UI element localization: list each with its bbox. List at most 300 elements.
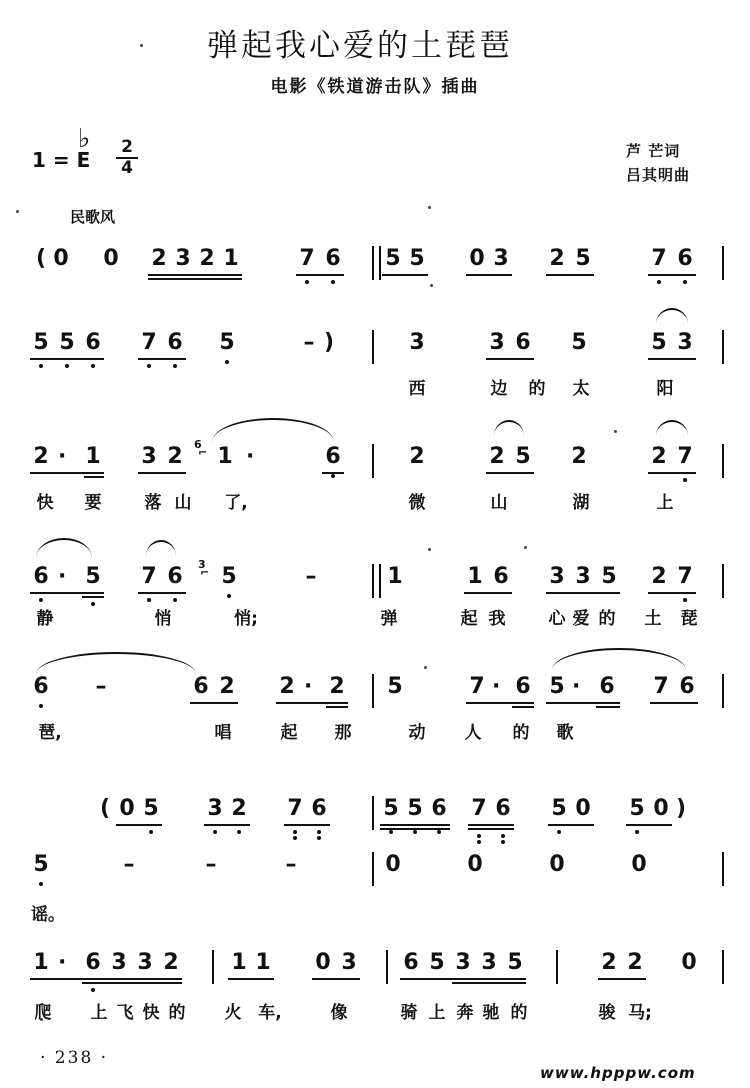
score-note: 5 [140,796,162,821]
score-symbol: · [246,444,255,469]
lyric-char: 爬 [34,1003,52,1023]
lyric-char: 奔 [456,1003,474,1023]
score-note: 6 [30,564,52,589]
lyric-char: 静 [36,609,54,629]
score-note: 2 [601,950,617,975]
octave-dot [635,830,639,834]
score-note: 2 [279,674,295,699]
rhythm-underline [546,592,620,594]
score-note: 6 [308,796,330,821]
score-note: 3 [677,330,693,355]
lyric-line-3 [0,488,750,518]
octave-dot [39,704,43,708]
lyric-char: 微 [408,493,426,513]
score-note: 1 [467,564,483,589]
octave-dot [501,834,505,838]
score-note: 6 [492,796,514,821]
score-note: 5 [82,564,104,589]
lyric-char: 那 [334,723,352,743]
octave-dot [683,598,687,602]
lyric-char: 土 [644,609,662,629]
style-marking: 民歌风 [70,208,116,226]
score-note: 7 [469,674,485,699]
score-note: 2 [489,444,505,469]
score-note: 3 [489,330,505,355]
octave-dot [657,280,661,284]
scan-speck [16,210,19,213]
score-note: 6 [599,674,615,699]
rhythm-underline [650,702,698,704]
score-note: – [95,674,107,699]
score-symbol: · [572,674,581,699]
lyric-char: 马; [628,1003,652,1023]
octave-dot [501,840,505,844]
rhythm-underline [204,824,250,826]
score-note: 0 [549,852,565,877]
slur-arc [146,540,176,556]
lyric-char: 湖 [572,493,590,513]
lyric-char: 琶, [38,723,62,743]
score-note: 7 [468,796,490,821]
score-note: 5 [387,674,403,699]
lyricist-credit: 芦 芒词 [626,142,681,160]
score-note: 5 [404,796,426,821]
score-note: 1 [255,950,271,975]
score-note: – [123,852,135,877]
octave-dot [477,834,481,838]
score-note: 7 [138,564,160,589]
score-note: 2 [571,444,587,469]
lyric-char: 上 [656,493,674,513]
rhythm-underline [116,824,162,826]
rhythm-underline [486,358,534,360]
watermark-url: www.hpppw.com [540,1064,696,1082]
score-note: 2 [651,444,667,469]
scan-speck [428,206,431,209]
score-note: 1 [223,246,239,271]
rhythm-underline [464,592,512,594]
score-note: 0 [653,796,669,821]
score-note: 3 [111,950,127,975]
lyric-char: 快 [36,493,54,513]
lyric-char: 了, [224,493,248,513]
time-signature-bottom: 4 [121,158,133,178]
rhythm-underline [228,978,274,980]
bar-line [722,564,724,598]
lyric-char: 心 [548,609,566,629]
octave-dot [147,364,151,368]
lyric-char: 快 [142,1003,160,1023]
score-note: 5 [380,796,402,821]
lyric-char: 骏 [598,1003,616,1023]
lyric-char: 的 [510,1003,528,1023]
octave-dot [237,830,241,834]
bar-line [722,950,724,984]
scan-speck [140,44,143,47]
lyric-char: 上 [90,1003,108,1023]
rhythm-underline [648,472,696,474]
score-note: 6 [493,564,509,589]
score-note: 2 [627,950,643,975]
score-note: 5 [56,330,78,355]
bar-line [372,674,374,708]
score-note: 0 [385,852,401,877]
slur-arc [656,308,688,324]
score-note: 7 [653,674,669,699]
score-note: 6 [403,950,419,975]
lyric-char: 山 [490,493,508,513]
score-note: 5 [626,796,648,821]
octave-dot [225,360,229,364]
score-note: 2 [228,796,250,821]
slur-arc [36,652,196,674]
lyric-char: 悄; [234,609,258,629]
lyric-char: 起 [280,723,298,743]
bar-line [372,330,374,364]
rhythm-underline [596,706,620,708]
score-note: 6 [322,444,344,469]
octave-dot [227,594,231,598]
score-note: 2 [151,246,167,271]
octave-dot [317,830,321,834]
score-note: 3 [137,950,153,975]
score-note: 1 [217,444,233,469]
score-symbol: ( [100,796,111,821]
rhythm-underline [138,358,186,360]
octave-dot [91,364,95,368]
score-note: 5 [218,564,240,589]
bar-line [372,796,374,830]
score-symbol: ( [36,246,47,271]
score-note: 5 [549,674,565,699]
octave-dot [149,830,153,834]
lyric-char: 人 [464,723,482,743]
octave-dot [477,840,481,844]
rhythm-underline [276,702,348,704]
bar-line [372,444,374,478]
rhythm-underline [468,828,514,830]
rhythm-underline [30,978,182,980]
lyric-char: 歌 [556,723,574,743]
lyric-char: 起 [460,609,478,629]
score-note: 5 [515,444,531,469]
flat-symbol: ♭ [78,124,91,154]
score-note: 3 [493,246,509,271]
rhythm-underline [546,274,594,276]
lyric-char: 落 [144,493,162,513]
score-note: 7 [296,246,318,271]
score-note: 3 [455,950,471,975]
lyric-line-8 [0,998,750,1028]
lyric-char: 上 [428,1003,446,1023]
lyric-char: 的 [168,1003,186,1023]
rhythm-underline [380,828,450,830]
lyric-char: 琵 [680,609,698,629]
rhythm-underline [312,978,360,980]
bar-line [556,950,558,984]
score-note: 6 [322,246,344,271]
score-note: 2 [329,674,345,699]
octave-dot [317,836,321,840]
rhythm-underline [82,982,182,984]
octave-dot [557,830,561,834]
slur-arc [212,418,334,442]
rhythm-underline [648,358,696,360]
lyric-char: 阳 [656,379,674,399]
score-note: 2 [549,246,565,271]
rhythm-underline [322,472,344,474]
lyric-char: 唱 [214,723,232,743]
scan-speck [428,548,431,551]
scan-speck [614,430,617,433]
score-note: 1 [85,444,101,469]
lyric-char: 要 [84,493,102,513]
octave-dot [305,280,309,284]
slur-arc [656,420,688,436]
score-note: 7 [284,796,306,821]
lyric-char: 悄 [154,609,172,629]
score-note: 2 [199,246,215,271]
lyric-line-2 [0,374,750,404]
grace-mark: ⌐ [198,446,208,459]
lyric-char: 飞 [116,1003,134,1023]
grace-mark: ⌐ [200,566,210,579]
score-note: 1 [231,950,247,975]
score-note: 0 [467,852,483,877]
rhythm-underline [84,476,104,478]
score-symbol: ) [324,330,335,355]
lyric-char: 弹 [380,609,398,629]
bar-line [722,852,724,886]
bar-line [722,444,724,478]
octave-dot [683,478,687,482]
song-title: 弹起我心爱的土琵琶 [207,28,513,64]
score-symbol: · [304,674,313,699]
score-note: 6 [515,674,531,699]
score-note: 0 [575,796,591,821]
rhythm-underline [296,274,344,276]
score-note: 0 [469,246,485,271]
score-note: 5 [429,950,445,975]
rhythm-underline [648,274,696,276]
rhythm-underline [400,978,526,980]
score-note: 3 [341,950,357,975]
rhythm-underline [148,274,242,276]
octave-dot [39,364,43,368]
lyric-char: 爱 [572,609,590,629]
bar-line [722,246,724,280]
score-note: 5 [30,852,52,877]
time-signature-top: 2 [121,137,133,157]
score-note: 3 [175,246,191,271]
lyric-char: 的 [512,723,530,743]
octave-dot [683,280,687,284]
score-note: 5 [651,330,667,355]
rhythm-underline [190,702,238,704]
bar-line [386,950,388,984]
score-note: 5 [30,330,52,355]
score-note: 1 [387,564,403,589]
score-symbol: · [58,444,67,469]
score-note: 5 [548,796,570,821]
score-note: 6 [82,950,104,975]
scan-speck [524,546,527,549]
rhythm-underline [138,472,186,474]
score-note: 6 [515,330,531,355]
score-note: 6 [428,796,450,821]
octave-dot [389,830,393,834]
bar-line [372,246,381,280]
lyric-char: 驰 [482,1003,500,1023]
score-note: 2 [33,444,49,469]
score-note: – [205,852,217,877]
score-note: 3 [549,564,565,589]
score-note: 7 [674,564,696,589]
song-subtitle: 电影《铁道游击队》插曲 [270,77,480,97]
score-note: 7 [648,246,670,271]
composer-credit: 吕其明曲 [626,166,691,184]
rhythm-underline [466,274,512,276]
score-note: 2 [409,444,425,469]
rhythm-underline [548,824,594,826]
slur-arc [552,648,686,670]
octave-dot [65,364,69,368]
bar-line [372,852,374,886]
rhythm-underline [486,472,534,474]
lyric-char: 动 [408,723,426,743]
score-note: 2 [167,444,183,469]
bar-line [372,564,381,598]
score-note: 3 [141,444,157,469]
rhythm-underline [380,824,450,826]
score-note: 2 [219,674,235,699]
octave-dot [293,836,297,840]
octave-dot [437,830,441,834]
lyric-char: 边 [490,379,508,399]
rhythm-underline [148,278,242,280]
score-note: 0 [631,852,647,877]
score-note: 3 [409,330,425,355]
score-note: 3 [204,796,226,821]
score-symbol: ) [676,796,687,821]
lyric-char: 骑 [400,1003,418,1023]
lyric-char: 谣。 [31,905,65,925]
rhythm-underline [512,706,534,708]
score-note: 2 [163,950,179,975]
octave-dot [39,598,43,602]
lyric-char: 山 [174,493,192,513]
score-note: 6 [30,674,52,699]
lyric-char: 车, [258,1003,282,1023]
rhythm-underline [648,592,696,594]
octave-dot [91,988,95,992]
rhythm-underline [382,274,428,276]
score-note: 7 [138,330,160,355]
lyric-char: 的 [528,379,546,399]
slur-arc [494,420,524,436]
lyric-line-4 [0,604,750,634]
rhythm-underline [30,358,104,360]
octave-dot [173,364,177,368]
score-note: 7 [674,444,696,469]
octave-dot [293,830,297,834]
rhythm-underline [30,472,104,474]
lyric-line-7 [0,900,750,930]
rhythm-underline [626,824,672,826]
score-note: 6 [164,564,186,589]
grace-note: 3 [198,558,206,571]
octave-dot [39,882,43,886]
score-note: 5 [409,246,425,271]
bar-line [722,674,724,708]
lyric-char: 火 [224,1003,242,1023]
score-note: 0 [103,246,119,271]
score-note: 0 [681,950,697,975]
bar-line [212,950,214,984]
octave-dot [331,474,335,478]
score-note: 3 [575,564,591,589]
score-note: 6 [679,674,695,699]
score-note: – [285,852,297,877]
rhythm-underline [82,596,104,598]
octave-dot [147,598,151,602]
rhythm-underline [468,824,514,826]
bar-line [722,330,724,364]
score-note: 5 [507,950,523,975]
score-note: 5 [216,330,238,355]
rhythm-underline [466,702,534,704]
rhythm-underline [30,592,104,594]
score-note: 0 [315,950,331,975]
grace-note: 6 [194,438,202,451]
score-note: 6 [164,330,186,355]
rhythm-underline [284,824,330,826]
score-note: 5 [385,246,401,271]
scan-speck [424,666,427,669]
lyric-char: 像 [330,1003,348,1023]
score-symbol: · [58,564,67,589]
score-note: 0 [53,246,69,271]
lyric-char: 的 [598,609,616,629]
score-note: 5 [601,564,617,589]
score-note: 5 [575,246,591,271]
rhythm-underline [138,592,186,594]
score-symbol: · [58,950,67,975]
octave-dot [213,830,217,834]
score-note: 3 [481,950,497,975]
score-note: – [305,564,317,589]
rhythm-underline [326,706,348,708]
score-note: 6 [82,330,104,355]
score-note: 2 [651,564,667,589]
lyric-char: 西 [408,379,426,399]
slur-arc [36,538,92,558]
score-note: 5 [571,330,587,355]
score-note: – [303,330,315,355]
octave-dot [331,280,335,284]
page-number: · 238 · [40,1048,109,1068]
lyric-char: 我 [488,609,506,629]
octave-dot [173,598,177,602]
score-note: 6 [674,246,696,271]
score-note: 1 [33,950,49,975]
octave-dot [413,830,417,834]
rhythm-underline [452,982,526,984]
rhythm-underline [546,702,620,704]
score-note: 6 [193,674,209,699]
lyric-line-5 [0,718,750,748]
key-signature: 1 = E [32,148,91,172]
